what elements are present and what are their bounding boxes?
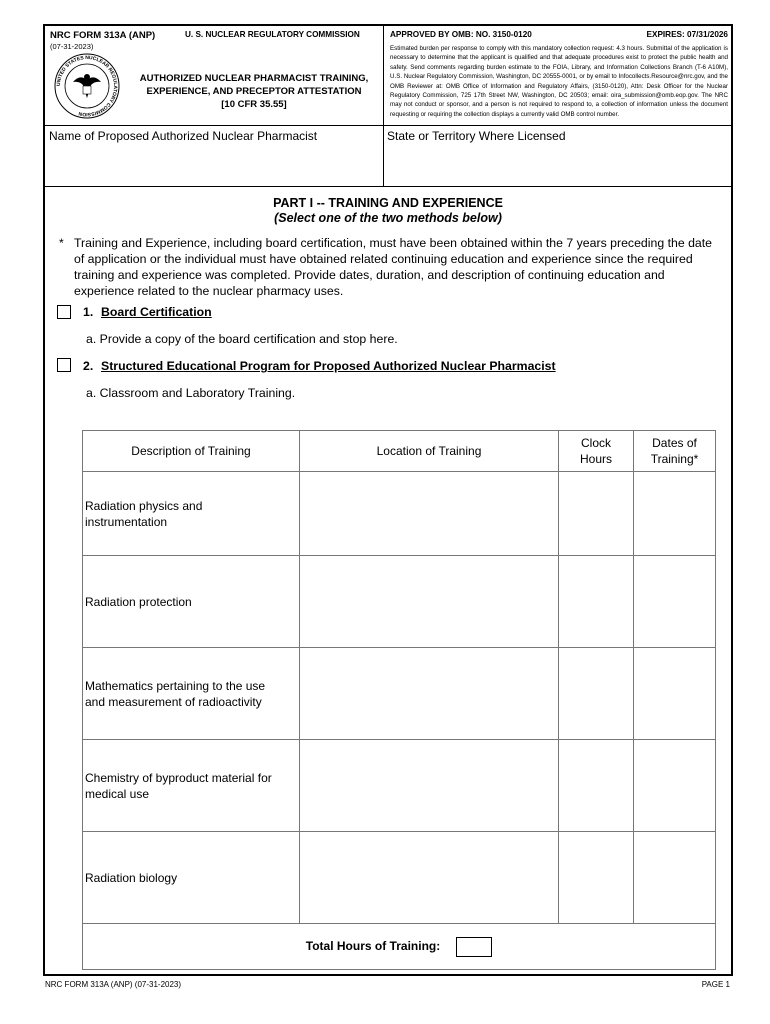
note-line-1: Training and Experience, including board certification, must have been obtained within the 7 years preceding the date [74, 236, 713, 250]
total-cell [83, 924, 716, 970]
header-clock-hours [559, 431, 634, 472]
name-label: Name of Proposed Authorized Nuclear Pharmacist [49, 129, 318, 143]
note-star: * [59, 236, 64, 250]
row-description [83, 472, 300, 556]
header-location: Location of Training [300, 431, 559, 472]
row-location-cell[interactable] [300, 740, 559, 832]
table-row [83, 556, 716, 648]
form-date: (07-31-2023) [50, 42, 94, 51]
row-dates-cell[interactable] [634, 740, 716, 832]
form-title [125, 72, 383, 111]
form-frame [43, 24, 733, 976]
table-header-row [83, 431, 716, 472]
row-desc-line2: medical use [85, 786, 150, 801]
omb-number: APPROVED BY OMB: NO. 3150-0120 [390, 30, 532, 39]
note-line-4: experience related to the nuclear pharmacy uses. [74, 284, 344, 298]
row-desc-line1: Chemistry of byproduct material for [85, 770, 272, 785]
header-dates [634, 431, 716, 472]
header-dates-line1: Dates of [652, 436, 697, 450]
header-clock-line1: Clock [580, 436, 611, 450]
header-left [45, 26, 383, 126]
row-hours-cell[interactable] [559, 740, 634, 832]
fields-divider [45, 186, 731, 187]
note-line-2: of application or the individual must have obtained related continuing education and experience since the required [74, 252, 693, 266]
row-hours-cell[interactable] [559, 472, 634, 556]
agency-name: U. S. NUCLEAR REGULATORY COMMISSION [185, 30, 360, 39]
option2-instruction: a. Classroom and Laboratory Training. [86, 386, 296, 400]
table-row [83, 472, 716, 556]
table-row [83, 740, 716, 832]
header-description: Description of Training [83, 431, 300, 472]
structured-program-checkbox[interactable] [57, 358, 71, 372]
row-description [83, 740, 300, 832]
training-table [82, 430, 716, 970]
training-note [74, 235, 734, 299]
option1-label: Board Certification [101, 305, 212, 319]
header-dates-line2: Training* [650, 452, 699, 466]
title-line-2: EXPERIENCE, AND PRECEPTOR ATTESTATION [146, 86, 362, 97]
row-hours-cell[interactable] [559, 556, 634, 648]
option2-number: 2. [83, 359, 94, 373]
option2-label: Structured Educational Program for Proposed Authorized Nuclear Pharmacist [101, 359, 556, 373]
row-desc-line2: and measurement of radioactivity [85, 694, 262, 709]
table-row [83, 832, 716, 924]
footer-page-number: PAGE 1 [701, 980, 730, 989]
row-desc-line2: instrumentation [85, 514, 168, 529]
state-label: State or Territory Where Licensed [387, 129, 566, 143]
title-line-1: AUTHORIZED NUCLEAR PHARMACIST TRAINING, [139, 73, 369, 84]
expiration-date: EXPIRES: 07/31/2026 [646, 30, 728, 39]
board-certification-checkbox[interactable] [57, 305, 71, 319]
row-location-cell[interactable] [300, 832, 559, 924]
title-line-3: [10 CFR 35.55] [221, 99, 287, 110]
option1-number: 1. [83, 305, 94, 319]
seal-text: UNITED STATES NUCLEAR REGULATORY COMMISSION [55, 54, 119, 118]
row-hours-cell[interactable] [559, 832, 634, 924]
row-dates-cell[interactable] [634, 472, 716, 556]
row-description [83, 556, 300, 648]
row-desc-line1: Radiation protection [85, 594, 192, 609]
burden-statement: Estimated burden per response to comply with this mandatory collection request: 4.3 hours. Submittal of the application is necessary to determine that the applicant is qualified and that adequate procedures exist to protect the public health and safety. Send comments regarding burden estimate to the FOIA, Library, and Information Collections Branch (T-6 A10M), U.S. Nuclear Regulatory Commission, Washington, DC 20555-0001, or by email to Infocollects.Resource@nrc.gov, and the OMB Reviewer at: OMB Office of Information and Regulatory Affairs, (3150-0120), Attn: Desk Officer for the Nuclear Regulatory Commission, 725 17th Street NW, Washington, DC 20503; email: oira_submission@omb.eop.gov. The NRC may not conduct or sponsor, and a person is not required to respond to, a collection of information unless the document requesting or requiring the collection displays a currently valid OMB control number. [390, 45, 728, 118]
field-divider [383, 125, 384, 187]
footer-form-id: NRC FORM 313A (ANP) (07-31-2023) [45, 980, 182, 989]
total-hours-input[interactable] [456, 937, 492, 957]
table-row [83, 648, 716, 740]
row-dates-cell[interactable] [634, 832, 716, 924]
form-number: NRC FORM 313A (ANP) [50, 30, 156, 41]
name-input[interactable] [49, 146, 379, 184]
row-hours-cell[interactable] [559, 648, 634, 740]
part1-title: PART I -- TRAINING AND EXPERIENCE [273, 196, 503, 210]
row-desc-line1: Mathematics pertaining to the use [85, 678, 266, 693]
row-dates-cell[interactable] [634, 556, 716, 648]
row-description [83, 648, 300, 740]
row-location-cell[interactable] [300, 648, 559, 740]
row-location-cell[interactable] [300, 472, 559, 556]
part1-subtitle: (Select one of the two methods below) [274, 211, 502, 225]
header-divider [45, 125, 731, 126]
row-desc-line1: Radiation biology [85, 870, 178, 885]
header-clock-line2: Hours [579, 452, 612, 466]
total-label: Total Hours of Training: [305, 938, 441, 953]
header-right [383, 26, 734, 126]
nrc-seal-icon [53, 52, 121, 120]
state-input[interactable] [387, 146, 727, 184]
row-description [83, 832, 300, 924]
row-dates-cell[interactable] [634, 648, 716, 740]
option1-instruction: a. Provide a copy of the board certification and stop here. [86, 332, 398, 346]
note-line-3: training and experience was completed. Provide dates, duration, and description of continuing education and [74, 268, 665, 282]
row-location-cell[interactable] [300, 556, 559, 648]
row-desc-line1: Radiation physics and [85, 498, 203, 513]
total-row [83, 924, 716, 970]
